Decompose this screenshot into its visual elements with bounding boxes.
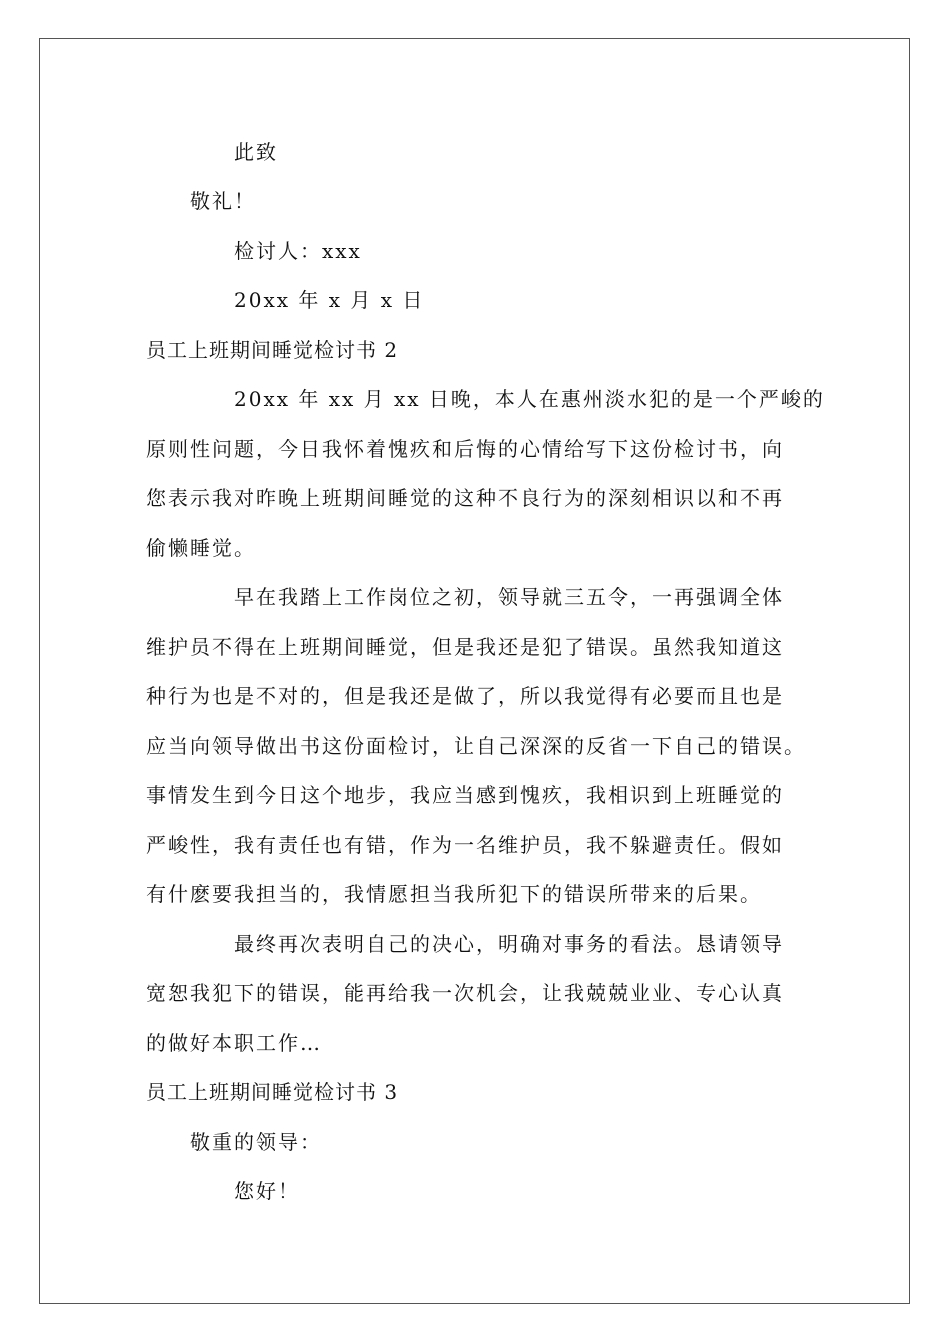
section2-p2-line4: 应当向领导做出书这份面检讨，让自己深深的反省一下自己的错误。 [146,734,806,758]
section2-p2-line6: 严峻性，我有责任也有错，作为一名维护员，我不躲避责任。假如 [146,833,784,857]
section2-p1-line3: 您表示我对昨晚上班期间睡觉的这种不良行为的深刻相识以和不再 [146,486,784,510]
section2-p2-line1: 早在我踏上工作岗位之初，领导就三五令，一再强调全体 [234,585,784,609]
section2-p1-line4: 偷懒睡觉。 [146,536,256,560]
closing-regards: 敬礼！ [190,189,256,213]
section2-p2-line7: 有什麽要我担当的，我情愿担当我所犯下的错误所带来的后果。 [146,882,762,906]
section2-title: 员工上班期间睡觉检讨书 2 [146,338,399,362]
section2-p1-line1: 20xx 年 xx 月 xx 日晚，本人在惠州淡水犯的是一个严峻的 [234,387,825,411]
section2-p3-line1: 最终再次表明自己的决心，明确对事务的看法。恳请领导 [234,932,784,956]
closing-salutation: 此致 [234,140,278,164]
page-frame [39,38,910,1304]
section3-title: 员工上班期间睡觉检讨书 3 [146,1080,399,1104]
closing-signer: 检讨人：xxx [234,239,362,263]
section2-p1-line2: 原则性问题，今日我怀着愧疚和后悔的心情给写下这份检讨书，向 [146,437,784,461]
section2-p2-line3: 种行为也是不对的，但是我还是做了，所以我觉得有必要而且也是 [146,684,784,708]
section2-p2-line2: 维护员不得在上班期间睡觉，但是我还是犯了错误。虽然我知道这 [146,635,784,659]
section3-greeting: 敬重的领导： [190,1130,322,1154]
section3-hello: 您好！ [234,1179,300,1203]
section2-p3-line2: 宽恕我犯下的错误，能再给我一次机会，让我兢兢业业、专心认真 [146,981,784,1005]
closing-date: 20xx 年 x 月 x 日 [234,288,425,312]
section2-p2-line5: 事情发生到今日这个地步，我应当感到愧疚，我相识到上班睡觉的 [146,783,784,807]
section2-p3-line3: 的做好本职工作… [146,1031,322,1055]
